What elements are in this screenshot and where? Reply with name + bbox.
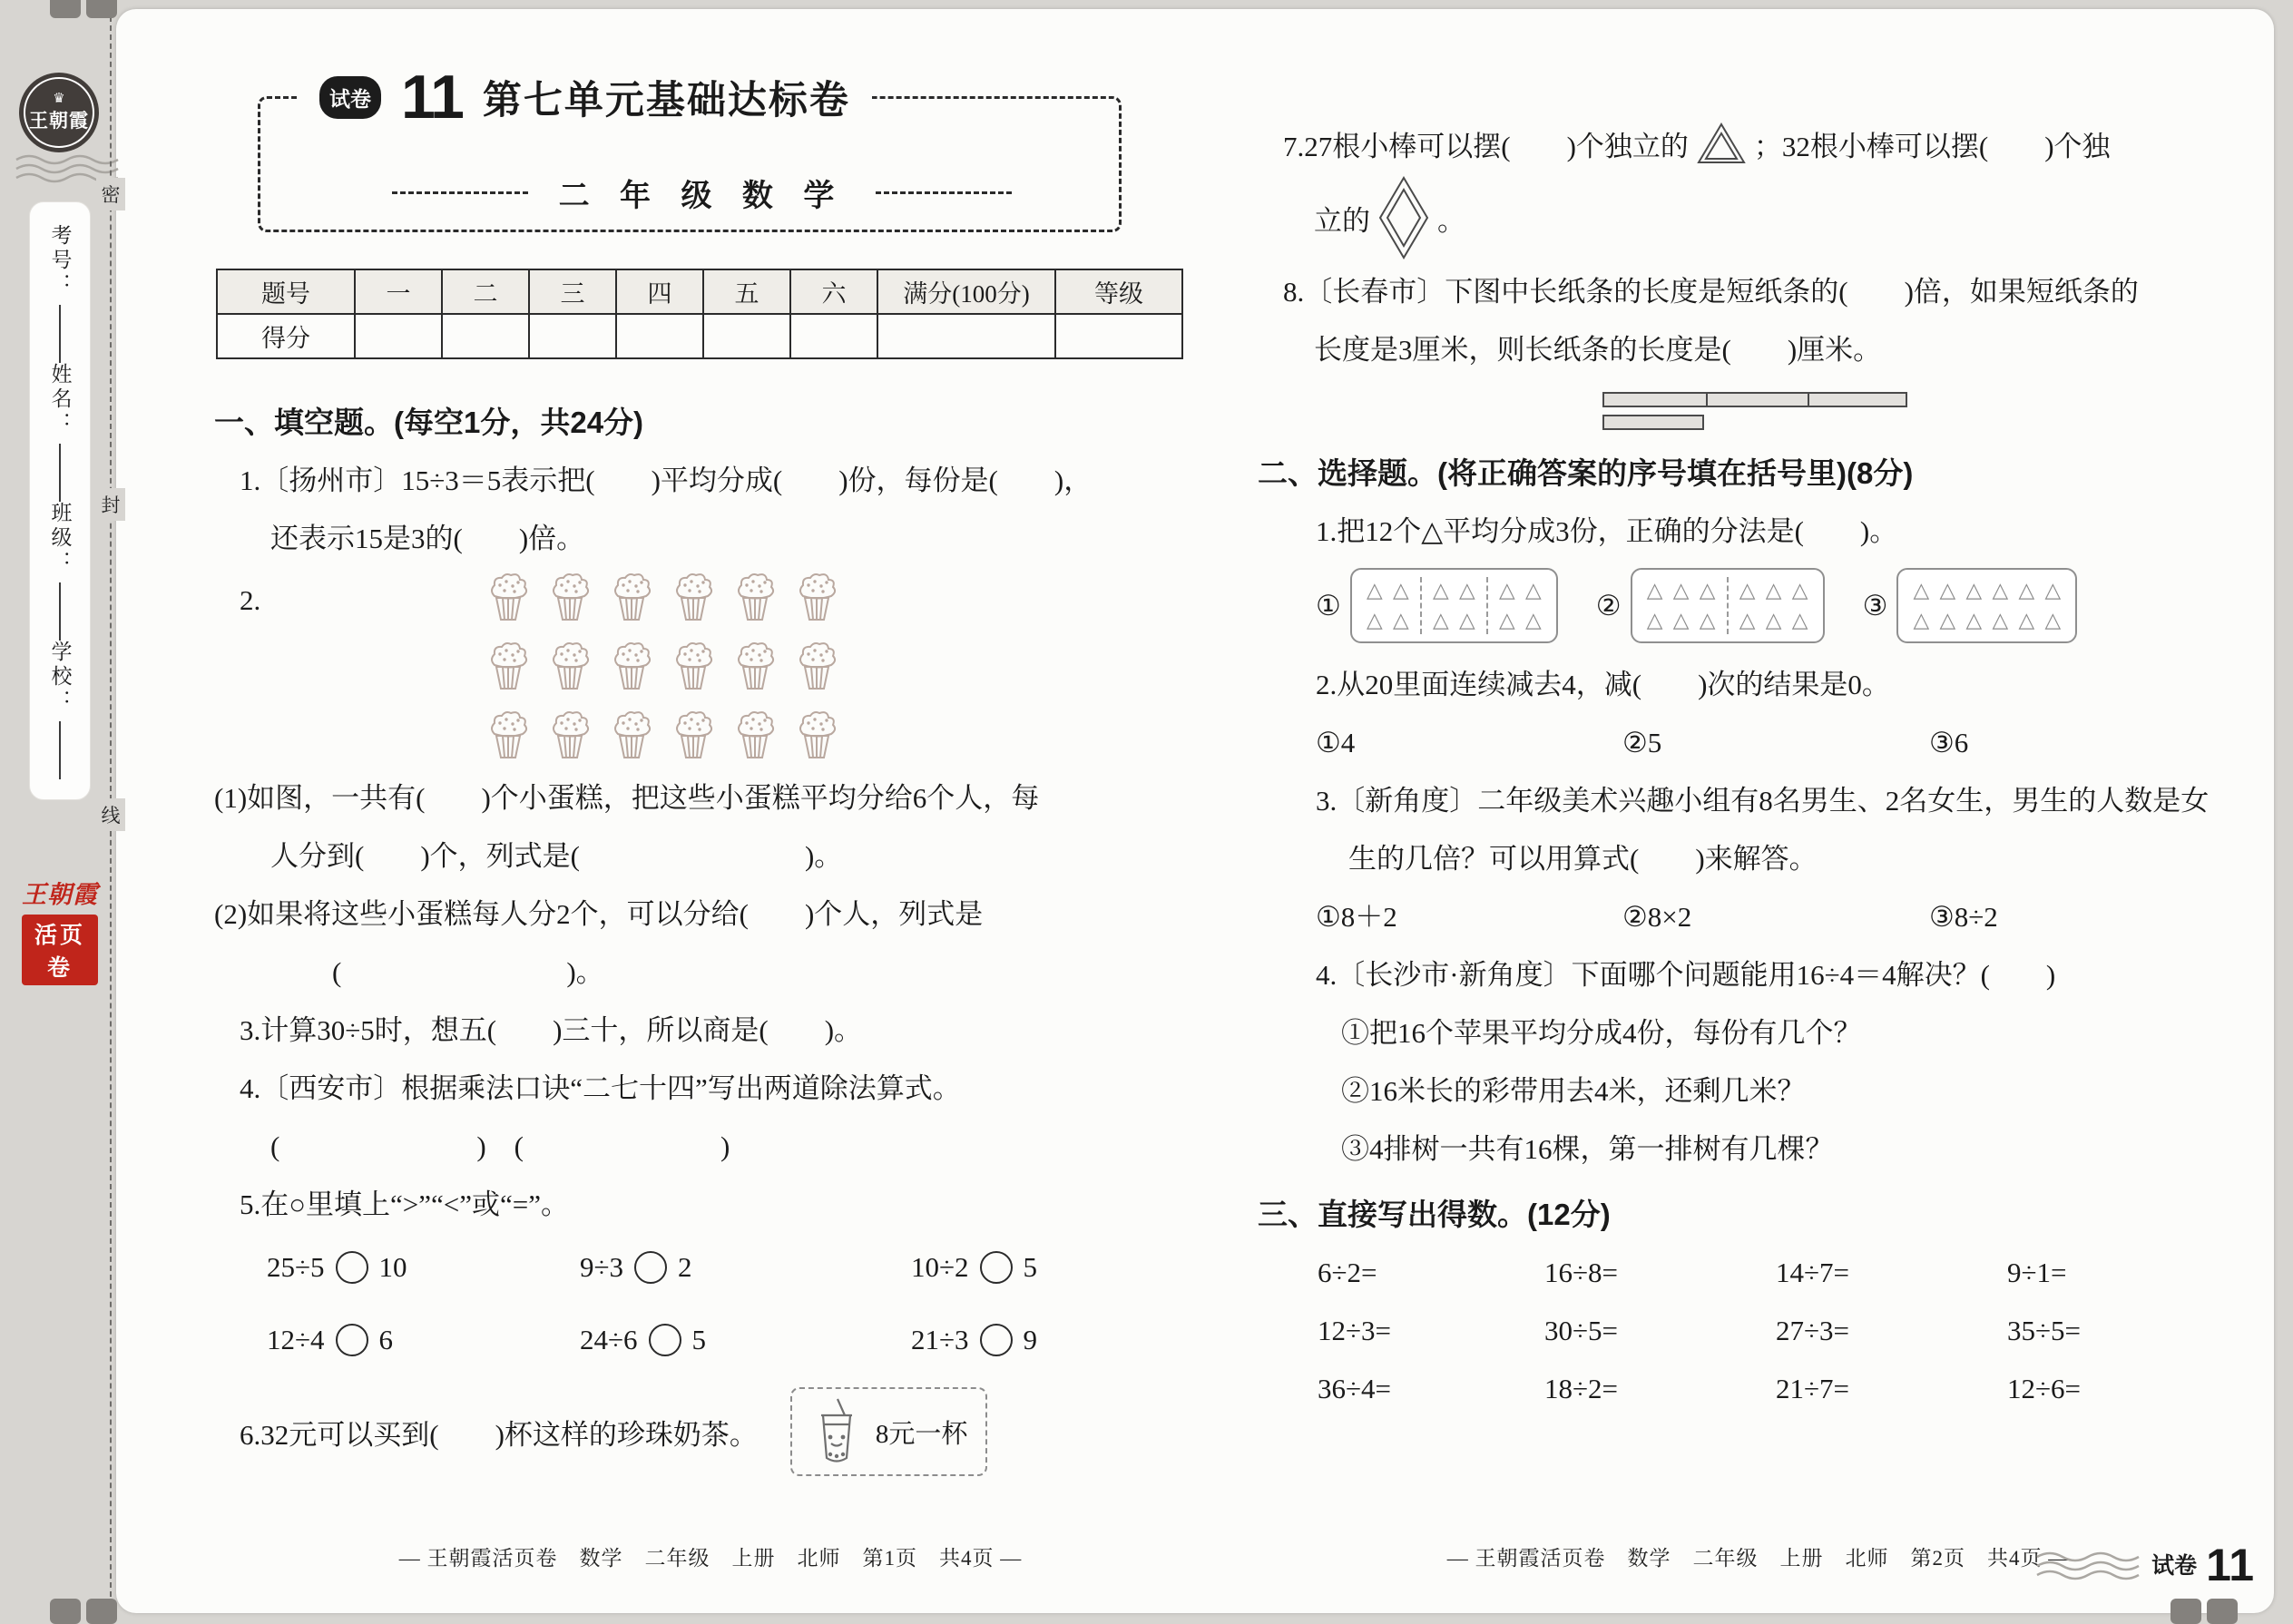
calc-item: 9÷1=: [2007, 1257, 2067, 1288]
expr: 10÷2: [911, 1251, 969, 1283]
choice1-options: [1258, 568, 2247, 643]
choice4-option-2: ②16米长的彩带用去4米，还剩几米？: [1341, 1075, 1806, 1107]
q5-comparison-grid: [214, 1236, 1190, 1372]
calc-item: 18÷2=: [1544, 1373, 1618, 1404]
q7-line2: [1258, 172, 2247, 263]
value: 10: [378, 1251, 407, 1283]
page-1: [214, 56, 1190, 1479]
choice-option: [1863, 568, 2078, 643]
value: 6: [378, 1324, 394, 1355]
calc-item: 12÷6=: [2007, 1373, 2081, 1404]
direct-calculation-grid: [1258, 1244, 2247, 1418]
section-1-heading: 一、填空题。(每空1分，共24分): [214, 406, 644, 439]
triangle-icon: △: [1392, 579, 1409, 602]
q8-line1: 8.〔长春市〕下图中长纸条的长度是短纸条的( )倍，如果短纸条的: [1283, 276, 2139, 308]
triangle-group-box: [1350, 568, 1558, 643]
score-cell-empty: [877, 314, 1055, 358]
triangle-icon: △: [2044, 609, 2062, 631]
seal-char: 密: [96, 178, 125, 210]
section-2-heading: 二、选择题。(将正确答案的序号填在括号里)(8分): [1258, 456, 1914, 490]
paper-sheet: [116, 9, 2274, 1613]
score-header: 五: [703, 269, 790, 314]
triangle-icon: △: [2044, 579, 2062, 602]
page1-footer: — 王朝霞活页卷 数学 二年级 上册 北师 第1页 共4页 —: [398, 1547, 1023, 1570]
triangle-icon: △: [1366, 609, 1383, 631]
option-number: ③: [1862, 589, 1888, 621]
dashed-divider: [876, 191, 1012, 194]
cupcake-icon: [611, 641, 652, 693]
corner-tag: [2035, 1542, 2254, 1588]
cupcake-icon: [611, 572, 652, 624]
triangle-icon: △: [1699, 579, 1716, 602]
choice2-options: [1258, 714, 2247, 772]
option-number: ①: [1316, 589, 1341, 621]
triangle-icon: △: [1699, 609, 1716, 631]
score-header: 一: [355, 269, 442, 314]
calc-item: 30÷5=: [1544, 1315, 1618, 1346]
triangle-icon: △: [1739, 609, 1756, 631]
score-cell-empty: [355, 314, 442, 358]
q3-line: 3.计算30÷5时，想五( )三十，所以商是( )。: [240, 1014, 863, 1046]
calc-item: 16÷8=: [1544, 1257, 1618, 1288]
triangle-icon: △: [2018, 609, 2035, 631]
blank-circle: [980, 1324, 1013, 1356]
calc-item: 12÷3=: [1318, 1315, 1391, 1346]
choice-option: ①4: [1316, 727, 1356, 758]
cupcake-grid: [487, 572, 854, 762]
logo-ring: [24, 77, 94, 148]
triangle-icon: △: [1646, 609, 1663, 631]
score-header: 三: [529, 269, 616, 314]
strip-tick: [1706, 394, 1708, 406]
calc-item: 21÷7=: [1776, 1373, 1849, 1404]
q1-line1: 1.〔扬州市〕15÷3＝5表示把( )平均分成( )份，每份是( )，: [240, 465, 1093, 496]
comparison-item: [267, 1236, 580, 1299]
expr: 12÷4: [267, 1324, 325, 1355]
q6-text: 6.32元可以买到( )杯这样的珍珠奶茶。: [240, 1418, 758, 1451]
short-strip: [1602, 415, 1704, 430]
cupcake-icon: [487, 641, 529, 693]
q7-text-d: 。: [1437, 204, 1465, 237]
q2-sub1-line2: 人分到( )个，列式是( )。: [270, 840, 843, 872]
score-header: 二: [442, 269, 529, 314]
binding-hole: [86, 1599, 117, 1624]
triangle-shape-icon: [1696, 122, 1747, 165]
exam-subtitle-row: [214, 171, 1190, 215]
stamp-series: 活页卷: [22, 915, 98, 985]
cupcake-icon: [672, 641, 714, 693]
triangle-icon: △: [1913, 609, 1930, 631]
triangle-icon: △: [1458, 609, 1475, 631]
triangle-icon: △: [1672, 609, 1690, 631]
exam-header: [214, 56, 1190, 247]
comparison-item: [580, 1236, 911, 1299]
triangle-icon: △: [1524, 609, 1542, 631]
crown-icon: ♛: [53, 92, 65, 106]
cupcake-icon: [611, 709, 652, 762]
triangle-icon: △: [1765, 609, 1782, 631]
choice4-line: 4.〔长沙市·新角度〕下面哪个问题能用16÷4＝4解决？( ): [1316, 959, 2056, 991]
wangchaoxia-logo: [19, 73, 99, 152]
score-table-header-row: [217, 269, 1182, 314]
choice3-options: [1258, 888, 2247, 946]
strip-tick: [1808, 394, 1809, 406]
cupcake-icon: [734, 641, 776, 693]
triangle-icon: △: [1791, 609, 1808, 631]
choice4-option-1: ①把16个苹果平均分成4份，每份有几个？: [1341, 1017, 1862, 1049]
q6-row: [214, 1384, 1190, 1479]
choice3-line2: 生的几倍？可以用算式( )来解答。: [1348, 843, 1818, 875]
field-label: 班级：: [48, 502, 72, 575]
corner-number: 11: [2206, 1540, 2254, 1590]
triangle-icon: △: [1992, 609, 2009, 631]
triangle-icon: △: [1672, 579, 1690, 602]
score-header: 六: [790, 269, 877, 314]
choice2-line: 2.从20里面连续减去4，减( )次的结果是0。: [1316, 669, 1890, 700]
binding-hole: [2207, 1599, 2238, 1624]
q7-text-b: ；32根小棒可以摆( )个独: [1753, 130, 2111, 162]
class-field: [45, 502, 75, 641]
q4-line2: ( ) ( ): [270, 1130, 730, 1162]
choice-option: ③8÷2: [1929, 901, 1998, 933]
blank-circle: [649, 1324, 681, 1356]
blank-circle: [634, 1251, 667, 1284]
blank-circle: [336, 1324, 368, 1356]
field-label: 学校：: [48, 641, 72, 714]
choice-option: [1596, 568, 1825, 643]
calc-item: 6÷2=: [1318, 1257, 1377, 1288]
triangle-icon: △: [2018, 579, 2035, 602]
score-row-label: 得分: [217, 314, 355, 358]
exam-badge: 试卷: [319, 76, 381, 119]
choice-option: [1316, 568, 1558, 643]
write-line: [59, 305, 61, 363]
triangle-icon: △: [1432, 579, 1449, 602]
triangle-icon: △: [1498, 609, 1515, 631]
triangle-icon: △: [1913, 579, 1930, 602]
blank-circle: [336, 1251, 368, 1284]
score-header: 题号: [217, 269, 355, 314]
corner-label: 试卷: [2151, 1553, 2198, 1579]
binding-hole: [2171, 1599, 2201, 1624]
triangle-icon: △: [1791, 579, 1808, 602]
brand-stamp: [22, 875, 98, 985]
q2-sub1-line1: (1)如图，一共有( )个小蛋糕，把这些小蛋糕平均分给6个人，每: [214, 782, 1040, 814]
cupcake-icon: [487, 709, 529, 762]
triangle-icon: △: [1646, 579, 1663, 602]
triangle-icon: △: [1458, 579, 1475, 602]
field-label: 姓名：: [48, 363, 72, 436]
triangle-icon: △: [1739, 579, 1756, 602]
blank-circle: [980, 1251, 1013, 1284]
header-title-row: [298, 56, 872, 138]
score-cell-empty: [790, 314, 877, 358]
comparison-item: [267, 1308, 580, 1372]
score-cell-empty: [1055, 314, 1182, 358]
score-header: 四: [616, 269, 703, 314]
bubble-tea-icon: [810, 1396, 861, 1467]
binding-hole: [50, 0, 81, 18]
stamp-brand: 王朝霞: [22, 881, 98, 908]
score-cell-empty: [529, 314, 616, 358]
expr: 25÷5: [267, 1251, 325, 1283]
triangle-icon: △: [1939, 609, 1956, 631]
name-field: [45, 363, 75, 502]
triangle-icon: △: [1498, 579, 1515, 602]
exam-paper-number: 11: [401, 63, 463, 132]
cupcake-icon: [734, 572, 776, 624]
cupcake-icon: [549, 572, 591, 624]
exam-title: 第七单元基础达标卷: [482, 78, 850, 122]
cupcake-icon: [487, 572, 529, 624]
q4-line1: 4.〔西安市〕根据乘法口诀“二七十四”写出两道除法算式。: [240, 1072, 961, 1104]
score-header: 等级: [1055, 269, 1182, 314]
triangle-icon: △: [1524, 579, 1542, 602]
choice-option: ②5: [1622, 727, 1662, 758]
choice-option: ③6: [1929, 727, 1969, 758]
binding-hole: [50, 1599, 81, 1624]
dashed-divider: [392, 191, 528, 194]
page-2: [1258, 56, 2247, 1418]
q1-line2: 还表示15是3的( )倍。: [270, 523, 585, 554]
student-info-strip: [29, 201, 91, 800]
triangle-icon: △: [1965, 609, 1983, 631]
triangle-group-box: [1896, 568, 2077, 643]
choice-option: ②8×2: [1622, 901, 1692, 933]
triangle-icon: △: [1992, 579, 2009, 602]
cupcake-icon: [796, 641, 838, 693]
section-3-heading: 三、直接写出得数。(12分): [1258, 1198, 1611, 1231]
value: 5: [691, 1324, 707, 1355]
calc-item: 14÷7=: [1776, 1257, 1849, 1288]
q2-sub2-line1: (2)如果将这些小蛋糕每人分2个，可以分给( )个人，列式是: [214, 898, 984, 930]
cupcake-icon: [672, 709, 714, 762]
q5-heading: 5.在○里填上“>”“<”或“=”。: [240, 1189, 569, 1220]
seal-char: 线: [96, 798, 125, 831]
logo-brand-text: 王朝霞: [29, 110, 89, 132]
score-header: 满分(100分): [877, 269, 1055, 314]
seal-char: 封: [96, 488, 125, 521]
comparison-item: [911, 1308, 1220, 1372]
calc-item: 27÷3=: [1776, 1315, 1849, 1346]
choice-option: ①8＋2: [1316, 901, 1397, 933]
option-number: ②: [1595, 589, 1622, 621]
long-strip: [1602, 392, 1907, 407]
score-cell-empty: [616, 314, 703, 358]
expr: 24÷6: [580, 1324, 638, 1355]
triangle-icon: △: [1366, 579, 1383, 602]
q7-line1: [1258, 114, 2247, 172]
milk-tea-price-box: [790, 1387, 988, 1476]
expr: 9÷3: [580, 1251, 624, 1283]
q2-number: 2.: [240, 584, 261, 616]
cupcake-icon: [796, 572, 838, 624]
cupcake-icon: [672, 572, 714, 624]
triangle-icon: △: [1939, 579, 1956, 602]
score-cell-empty: [703, 314, 790, 358]
comparison-item: [911, 1236, 1220, 1299]
q2-sub2-line2: ( )。: [332, 956, 604, 988]
q7-text-c: 立的: [1314, 204, 1370, 237]
score-table-score-row: [217, 314, 1182, 358]
cupcake-icon: [734, 709, 776, 762]
score-cell-empty: [442, 314, 529, 358]
choice3-line1: 3.〔新角度〕二年级美术兴趣小组有8名男生、2名女生，男生的人数是女: [1316, 785, 2210, 817]
write-line: [59, 582, 61, 641]
write-line: [59, 721, 61, 779]
wavy-lines-decoration: [2035, 1551, 2142, 1582]
expr: 21÷3: [911, 1324, 969, 1355]
q2-figure-row: [214, 572, 1190, 762]
calc-item: 35÷5=: [2007, 1315, 2081, 1346]
value: 9: [1023, 1324, 1038, 1355]
triangle-icon: △: [1432, 609, 1449, 631]
choice1-line: 1.把12个△平均分成3份，正确的分法是( )。: [1316, 515, 1898, 547]
field-label: 考号：: [48, 224, 72, 298]
diamond-shape-icon: [1377, 175, 1430, 260]
choice4-option-3: ③4排树一共有16棵，第一排树有几棵？: [1341, 1133, 1834, 1165]
cupcake-icon: [549, 641, 591, 693]
triangle-group-box: [1631, 568, 1825, 643]
triangle-icon: △: [1965, 579, 1983, 602]
value: 5: [1023, 1251, 1038, 1283]
binding-hole: [86, 0, 117, 18]
calc-item: 36÷4=: [1318, 1373, 1391, 1404]
exam-subtitle: 二 年 级 数 学: [552, 171, 853, 215]
write-line: [59, 444, 61, 502]
comparison-item: [580, 1308, 911, 1372]
exam-number-field: [45, 224, 75, 363]
school-field: [45, 641, 75, 779]
triangle-icon: △: [1765, 579, 1782, 602]
cupcake-icon: [796, 709, 838, 762]
triangle-icon: △: [1392, 609, 1409, 631]
score-table: [216, 269, 1183, 359]
cupcake-icon: [549, 709, 591, 762]
q7-text-a: 7.27根小棒可以摆( )个独立的: [1283, 130, 1689, 162]
page2-footer: — 王朝霞活页卷 数学 二年级 上册 北师 第2页 共4页 —: [1446, 1547, 2071, 1570]
price-label: 8元一杯: [875, 1419, 968, 1449]
q8-line2: 长度是3厘米，则长纸条的长度是( )厘米。: [1314, 334, 1882, 366]
paper-strips-figure: [1602, 392, 2247, 430]
value: 2: [678, 1251, 692, 1283]
